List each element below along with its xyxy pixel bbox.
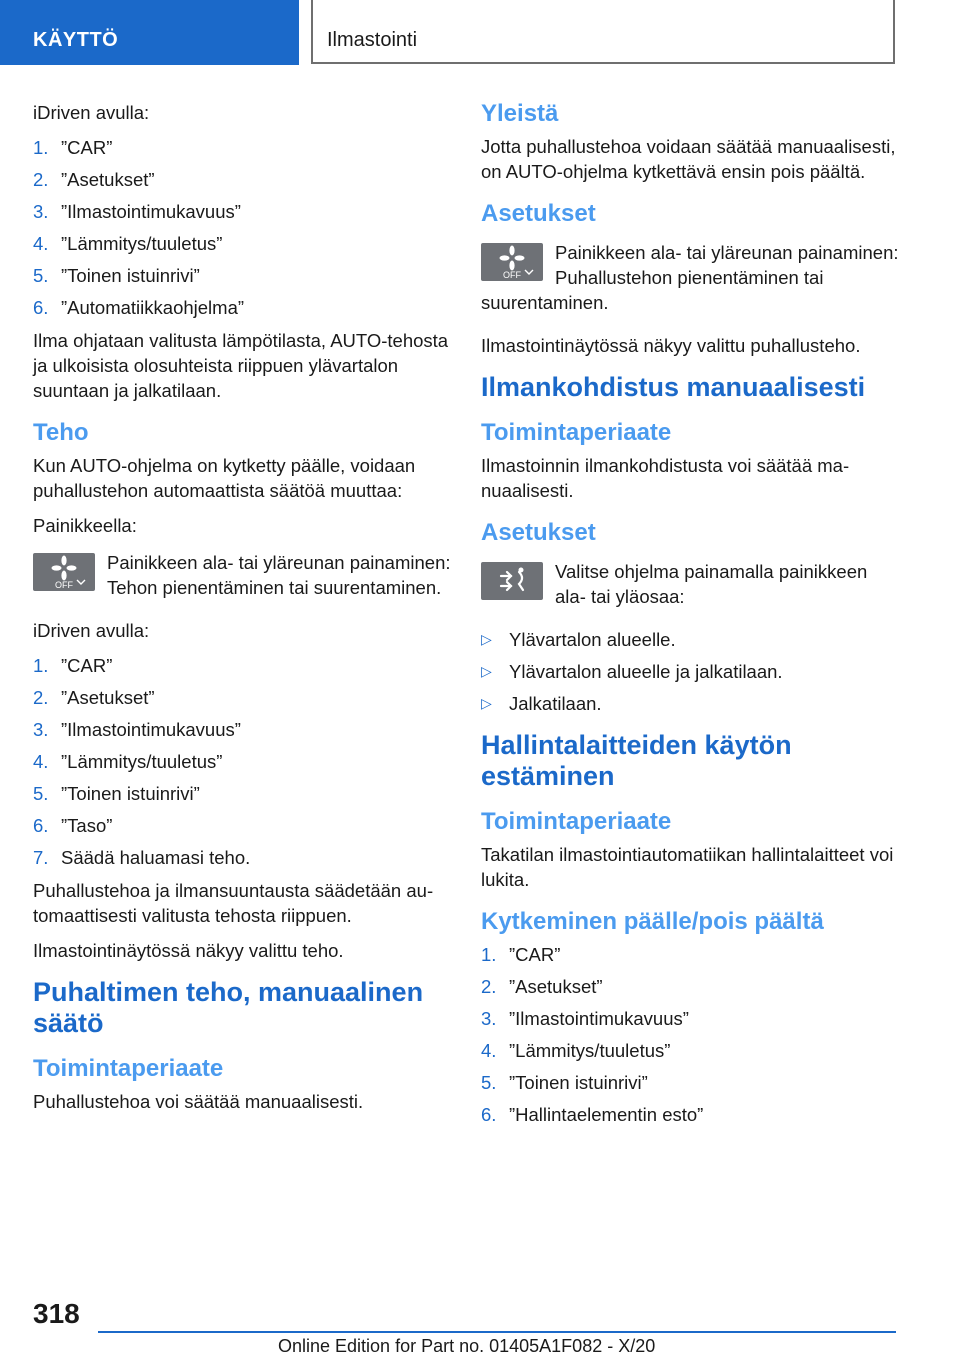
list-item: 5. ”Toinen istuinrivi” [33, 265, 200, 286]
intro-text: iDriven avulla: [33, 620, 150, 641]
body-text: Kun AUTO-ohjelma on kytketty päälle, voidaan puhallustehon automaattista säätöä muuttaa: [33, 455, 416, 501]
heading-on-off: Kytkeminen päälle/pois päältä [481, 908, 824, 935]
list-item: 1. ”CAR” [481, 944, 561, 965]
list-item: 4. ”Lämmitys/tuuletus” [481, 1040, 671, 1061]
chapter-title: Ilmastointi [311, 0, 895, 64]
heading-control-lock: Hallintalaitteiden käytön estäminen [481, 730, 792, 791]
body-text: Painikkeella: [33, 515, 137, 536]
svg-text:OFF: OFF [55, 580, 73, 590]
page-number: 318 [33, 1298, 80, 1329]
list-item: 6. ”Hallintaelementin esto” [481, 1104, 704, 1125]
list-item: 4. ”Lämmitys/tuuletus” [33, 233, 223, 254]
section-tab: KÄYTTÖ [0, 0, 299, 65]
edition-text: Online Edition for Part no. 01405A1F082 - X/20 [278, 1336, 656, 1356]
list-item: ▷ Ylävartalon alueelle. [481, 629, 676, 650]
body-text: Ilmastointinäytössä näkyy valittu teho. [33, 940, 344, 961]
list-item: 3. ”Ilmastointimukavuus” [33, 201, 241, 222]
heading-principle: Toimintaperiaate [481, 419, 672, 446]
list-item: ▷ Ylävartalon alueelle ja jalkatilaan. [481, 661, 783, 682]
body-text: Ilmastoinnin ilmankohdistusta voi säätää manuaalisesti. [481, 455, 850, 501]
body-text: Ilma ohjataan valitusta lämpötilasta, AUTO-tehosta ja ulkoisista olosuhteista riippuen ylävartalon suuntaan ja jalkatilaan. [33, 330, 449, 401]
body-text: Jotta puhallustehoa voidaan säätää manuaalisesti, on AUTO-ohjelma kytkettävä ensin pois päältä. [481, 136, 896, 182]
right-column [481, 100, 901, 1135]
icon-paragraph [33, 550, 453, 600]
list-item: 3. ”Ilmastointimukavuus” [33, 719, 241, 740]
icon-paragraph [481, 240, 901, 315]
heading-principle: Toimintaperiaate [481, 808, 672, 835]
triangle-right-icon: ▷ [481, 631, 492, 647]
list-item: 2. ”Asetukset” [33, 687, 155, 708]
steps-list-2 [33, 653, 453, 870]
list-item: 1. ”CAR” [33, 137, 113, 158]
fan-off-button-icon [481, 243, 543, 281]
list-item: 6. ”Automatiikkaohjelma” [33, 297, 245, 318]
footer-divider [98, 1331, 896, 1333]
heading-air-distribution: Ilmankohdistus manuaalisesti [481, 372, 866, 402]
heading-manual-fan: Puhaltimen teho, manuaalinen säätö [33, 977, 424, 1038]
body-text: Puhallustehoa voi säätää manuaalisesti. [33, 1091, 364, 1112]
list-item: 6. ”Taso” [33, 815, 113, 836]
steps-list-3 [481, 942, 901, 1127]
svg-text:OFF: OFF [503, 270, 521, 280]
list-item: 1. ”CAR” [33, 655, 113, 676]
heading-general: Yleistä [481, 100, 559, 127]
list-item: ▷ Jalkatilaan. [481, 693, 602, 714]
list-item: 2. ”Asetukset” [481, 976, 603, 997]
icon-description: Valitse ohjelma painamalla painikkeen ala- tai yläosaa: [555, 561, 868, 607]
list-item: 7. Säädä haluamasi teho. [33, 847, 251, 868]
fan-off-button-icon [33, 553, 95, 591]
bullet-list [481, 627, 901, 716]
triangle-right-icon: ▷ [481, 695, 492, 711]
steps-list-1 [33, 135, 453, 320]
body-text: Puhallustehoa ja ilmansuuntausta säädetään automaattisesti valitusta tehosta riippuen. [33, 880, 434, 926]
intro-text: iDriven avulla: [33, 102, 150, 123]
list-item: 4. ”Lämmitys/tuuletus” [33, 751, 223, 772]
list-item: 3. ”Ilmastointimukavuus” [481, 1008, 689, 1029]
list-item: 5. ”Toinen istuinrivi” [33, 783, 200, 804]
icon-description: Painikkeen ala- tai yläreunan painaminen: Puhallustehon pienentäminen tai suurentaminen. [481, 242, 899, 313]
heading-teho: Teho [33, 419, 89, 446]
body-text: Takatilan ilmastointiautomatiikan hallintalaitteet voi lukita. [481, 844, 894, 890]
icon-paragraph [481, 559, 901, 609]
icon-description: Painikkeen ala- tai yläreunan painaminen: Tehon pienentäminen tai suurentaminen. [107, 552, 451, 598]
list-item: 5. ”Toinen istuinrivi” [481, 1072, 648, 1093]
list-item: 2. ”Asetukset” [33, 169, 155, 190]
body-text: Ilmastointinäytössä näkyy valittu puhallusteho. [481, 335, 861, 356]
heading-principle: Toimintaperiaate [33, 1055, 224, 1082]
triangle-right-icon: ▷ [481, 663, 492, 679]
heading-settings: Asetukset [481, 519, 596, 546]
left-column [33, 100, 453, 1124]
air-distribution-button-icon [481, 562, 543, 600]
heading-settings: Asetukset [481, 200, 596, 227]
